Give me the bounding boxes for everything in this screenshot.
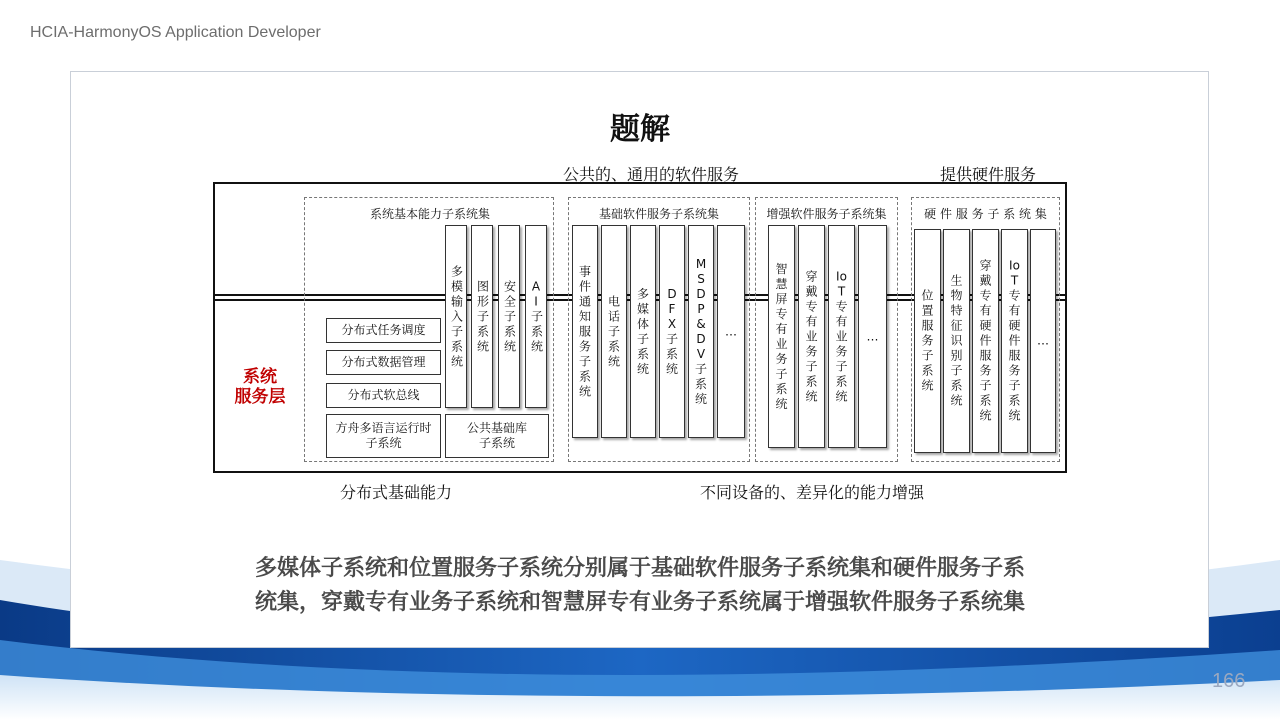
item-multimodal-input: 多模输入子系统 (445, 225, 467, 408)
item-distributed-scheduler: 分布式任务调度 (326, 318, 441, 343)
page-number: 166 (1212, 670, 1246, 692)
item-dfx: DFX子系统 (659, 225, 685, 438)
item-smart-screen: 智慧屏专有业务子系统 (768, 225, 795, 448)
item-hardware-more: … (1030, 229, 1056, 453)
item-msdp-dv: MSDP&DV子系统 (688, 225, 714, 438)
bottom-label-distributed: 分布式基础能力 (340, 483, 453, 502)
top-label-hardware: 提供硬件服务 (940, 165, 1037, 184)
item-iot-business: IoT专有业务子系统 (828, 225, 855, 448)
item-telephony: 电话子系统 (601, 225, 627, 438)
explanation-line-1: 多媒体子系统和位置服务子系统分别属于基础软件服务子系统集和硬件服务子系 (254, 556, 1025, 581)
item-graphics: 图形子系统 (471, 225, 493, 408)
group-hardware-title: 硬 件 服 务 子 系 统 集 (915, 205, 1056, 222)
item-ai: AI子系统 (525, 225, 547, 408)
group-basic-capability-title: 系统基本能力子系统集 (340, 205, 520, 222)
bottom-label-differentiated: 不同设备的、差异化的能力增强 (700, 483, 925, 502)
item-distributed-data: 分布式数据管理 (326, 350, 441, 375)
item-soft-bus: 分布式软总线 (326, 383, 441, 408)
top-label-software: 公共的、通用的软件服务 (563, 165, 740, 184)
slide-title: 题解 (610, 112, 670, 147)
item-location: 位置服务子系统 (914, 229, 941, 453)
item-security: 安全子系统 (498, 225, 520, 408)
item-iot-hardware: IoT专有硬件服务子系统 (1001, 229, 1028, 453)
explanation-line-2: 统集，穿戴专有业务子系统和智慧屏专有业务子系统属于增强软件服务子系统集 (254, 590, 1025, 615)
course-title: HCIA-HarmonyOS Application Developer (30, 24, 321, 41)
system-service-layer-label: 系统 服务层 (234, 367, 286, 407)
item-enhanced-more: … (858, 225, 887, 448)
item-event-notification: 事件通知服务子系统 (572, 225, 598, 438)
item-common-base-lib: 公共基础库 子系统 (445, 414, 549, 458)
item-multimedia: 多媒体子系统 (630, 225, 656, 438)
item-wearable-business: 穿戴专有业务子系统 (798, 225, 825, 448)
item-wearable-hardware: 穿戴专有硬件服务子系统 (972, 229, 999, 453)
item-basic-software-more: … (717, 225, 745, 438)
group-enhanced-software-title: 增强软件服务子系统集 (757, 205, 896, 222)
group-basic-software-title: 基础软件服务子系统集 (578, 205, 740, 222)
item-ark-runtime: 方舟多语言运行时 子系统 (326, 414, 441, 458)
item-biometrics: 生物特征识别子系统 (943, 229, 970, 453)
